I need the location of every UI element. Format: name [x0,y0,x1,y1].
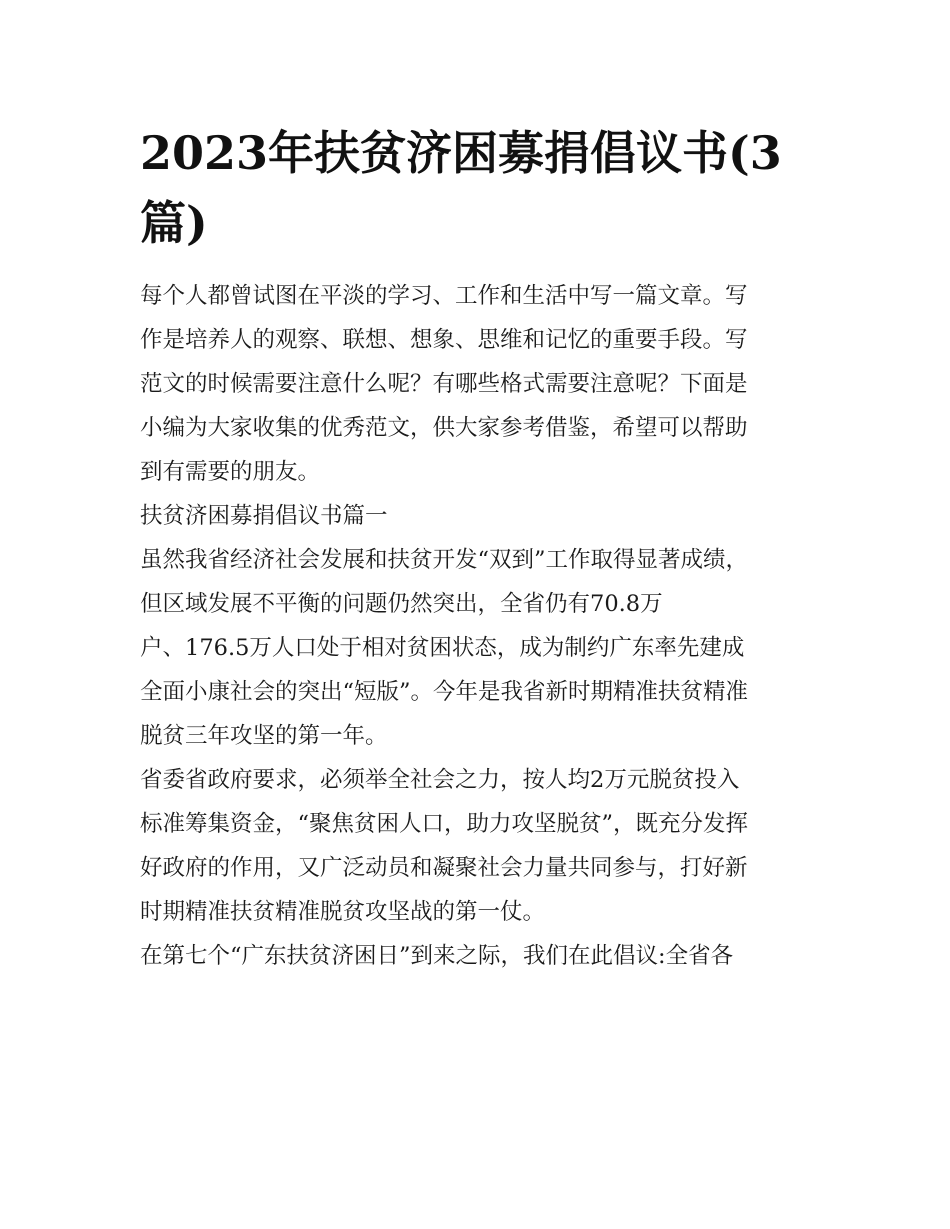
text-line: 在第七个“广东扶贫济困日”到来之际，我们在此倡议:全省各 [140,943,734,969]
text-line: 小编为大家收集的优秀范文，供大家参考借鉴，希望可以帮助 [140,415,748,441]
text-line: 标准筹集资金，“聚焦贫困人口，助力攻坚脱贫”，既充分发挥 [140,811,749,837]
text-line: 全面小康社会的突出“短版”。今年是我省新时期精准扶贫精准 [140,679,749,705]
text-line: 虽然我省经济社会发展和扶贫开发“双到”工作取得显著成绩， [140,547,749,573]
document-body [140,274,820,978]
intro-paragraph [140,274,820,494]
body-paragraph [140,538,820,758]
section-heading-text: 扶贫济困募捐倡议书篇一 [140,503,388,529]
text-line: 作是培养人的观察、联想、想象、思维和记忆的重要手段。写 [140,327,748,353]
text-line: 户、176.5万人口处于相对贫困状态，成为制约广东率先建成 [140,635,745,661]
text-line: 省委省政府要求，必须举全社会之力，按人均2万元脱贫投入 [140,767,740,793]
section-heading [140,494,820,538]
text-line: 脱贫三年攻坚的第一年。 [140,723,388,749]
text-line: 时期精准扶贫精准脱贫攻坚战的第一仗。 [140,899,546,925]
text-line: 范文的时候需要注意什么呢？有哪些格式需要注意呢？下面是 [140,371,748,397]
document-title: 2023年扶贫济困募捐倡议书(3篇) [140,126,782,250]
text-line: 但区域发展不平衡的问题仍然突出，全省仍有70.8万 [140,591,663,617]
text-line: 好政府的作用，又广泛动员和凝聚社会力量共同参与，打好新 [140,855,748,881]
body-paragraph [140,758,820,934]
body-paragraph [140,934,820,978]
text-line: 每个人都曾试图在平淡的学习、工作和生活中写一篇文章。写 [140,283,748,309]
text-line: 到有需要的朋友。 [140,459,321,485]
